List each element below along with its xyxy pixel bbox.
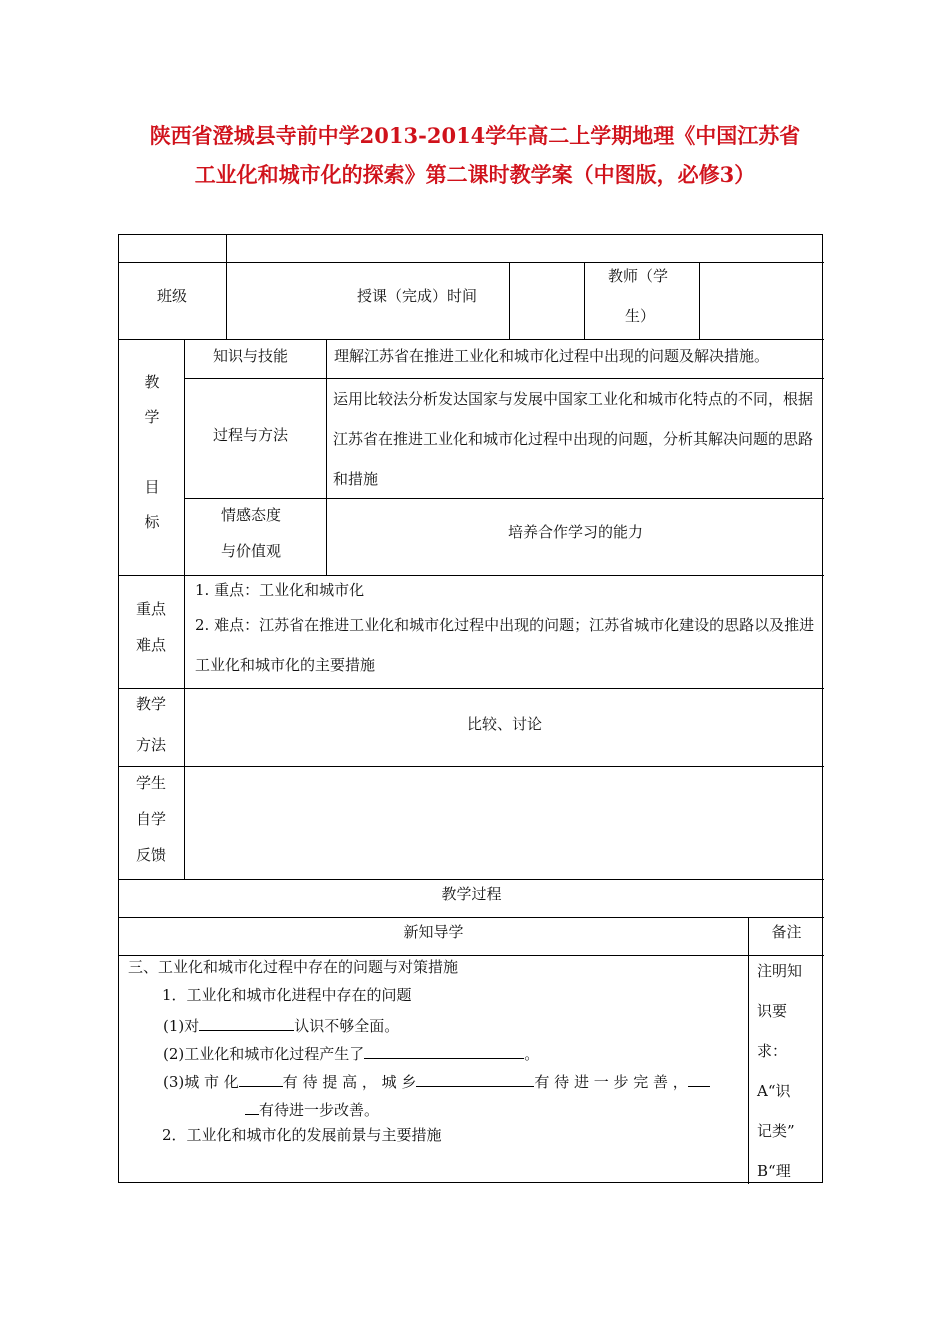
document-title-line-1: 陕西省澄城县寺前中学2013-2014学年高二上学期地理《中国江苏省	[149, 123, 801, 148]
note-line: B“理	[757, 1162, 791, 1180]
col-divider	[584, 262, 585, 339]
objectives-char: 标	[144, 513, 160, 531]
row-divider	[119, 339, 824, 340]
answer-blank[interactable]	[416, 1069, 534, 1087]
question-3-mid-2: 有 待 进 一 步 完 善 ，	[534, 1073, 688, 1091]
question-3-continued	[245, 1097, 379, 1120]
col-divider	[509, 262, 510, 339]
answer-blank[interactable]	[245, 1097, 259, 1115]
objectives-char: 教	[144, 373, 160, 391]
question-3	[163, 1069, 710, 1092]
document-title-line-2: 工业化和城市化的探索》第二课时教学案（中图版，必修3）	[194, 162, 756, 187]
col-divider	[748, 917, 749, 1184]
teaching-process-header: 教学过程	[441, 885, 502, 903]
note-line: 注明知	[757, 962, 803, 980]
question-1	[163, 1013, 399, 1036]
subsection-2: 2．工业化和城市化的发展前景与主要措施	[162, 1126, 442, 1144]
question-3-mid-1: 有 待 提 高 ， 城 乡	[282, 1073, 417, 1091]
process-label: 过程与方法	[213, 426, 289, 444]
note-line: A“识	[757, 1082, 791, 1100]
time-label: 授课（完成）时间	[357, 287, 478, 305]
knowledge-label: 知识与技能	[213, 347, 289, 365]
row-divider	[119, 766, 824, 767]
col-divider	[226, 235, 227, 339]
feedback-label-line-1: 学生	[136, 774, 167, 792]
objectives-char: 学	[144, 408, 160, 426]
answer-blank[interactable]	[688, 1069, 710, 1087]
question-2-prefix: (2)工业化和城市化过程产生了	[163, 1045, 365, 1063]
note-line: 识要	[757, 1002, 788, 1020]
note-line: 求：	[757, 1042, 788, 1060]
row-divider	[119, 262, 824, 263]
question-1-prefix: (1)对	[163, 1017, 200, 1035]
row-divider	[119, 917, 824, 918]
emotion-label-line-2: 与价值观	[221, 542, 282, 560]
question-3-end: 有待进一步改善。	[259, 1101, 380, 1119]
answer-blank[interactable]	[199, 1013, 294, 1031]
question-2-suffix: 。	[524, 1045, 540, 1063]
objectives-char: 目	[144, 478, 160, 496]
answer-blank[interactable]	[364, 1041, 524, 1059]
process-text: 运用比较法分析发达国家与发展中国家工业化和城市化特点的不同，根据江苏省在推进工业化和城市化过程中出现的问题，分析其解决问题的思路和措施	[333, 390, 814, 488]
question-2	[163, 1041, 539, 1064]
row-divider	[119, 575, 824, 576]
method-label-line-2: 方法	[136, 736, 167, 754]
key-points-label-line-1: 重点	[136, 600, 167, 618]
feedback-label-line-3: 反馈	[136, 846, 167, 864]
note-line: 记类”	[757, 1122, 795, 1140]
method-label-line-1: 教学	[136, 695, 167, 713]
emotion-text: 培养合作学习的能力	[507, 523, 643, 541]
emotion-label-line-1: 情感态度	[221, 506, 282, 524]
row-divider	[119, 879, 824, 880]
question-3-prefix: (3)城 市 化	[163, 1073, 239, 1091]
knowledge-text: 理解江苏省在推进工业化和城市化过程中出现的问题及解决措施。	[334, 347, 770, 365]
col-divider	[699, 262, 700, 339]
row-divider	[119, 688, 824, 689]
row-divider	[119, 955, 824, 956]
key-point-item-2: 2. 难点：江苏省在推进工业化和城市化过程中出现的问题；江苏省城市化建设的思路以及推进工业化和城市化的主要措施	[195, 616, 815, 674]
feedback-label-line-2: 自学	[136, 810, 167, 828]
new-knowledge-header: 新知导学	[403, 923, 464, 941]
key-point-item-1: 1. 重点：工业化和城市化	[195, 581, 365, 599]
lesson-plan-table	[118, 234, 823, 1183]
col-divider	[184, 339, 185, 575]
method-text: 比较、讨论	[466, 715, 542, 733]
question-1-suffix: 认识不够全面。	[294, 1017, 400, 1035]
teacher-label-line-1: 教师（学	[608, 267, 669, 285]
notes-header: 备注	[771, 923, 802, 941]
answer-blank[interactable]	[239, 1069, 283, 1087]
teacher-label-line-2: 生）	[625, 307, 656, 325]
section-heading: 三、工业化和城市化过程中存在的问题与对策措施	[128, 958, 459, 976]
class-label: 班级	[157, 287, 188, 305]
key-points-label-line-2: 难点	[136, 636, 167, 654]
subsection-1: 1．工业化和城市化进程中存在的问题	[162, 986, 412, 1004]
